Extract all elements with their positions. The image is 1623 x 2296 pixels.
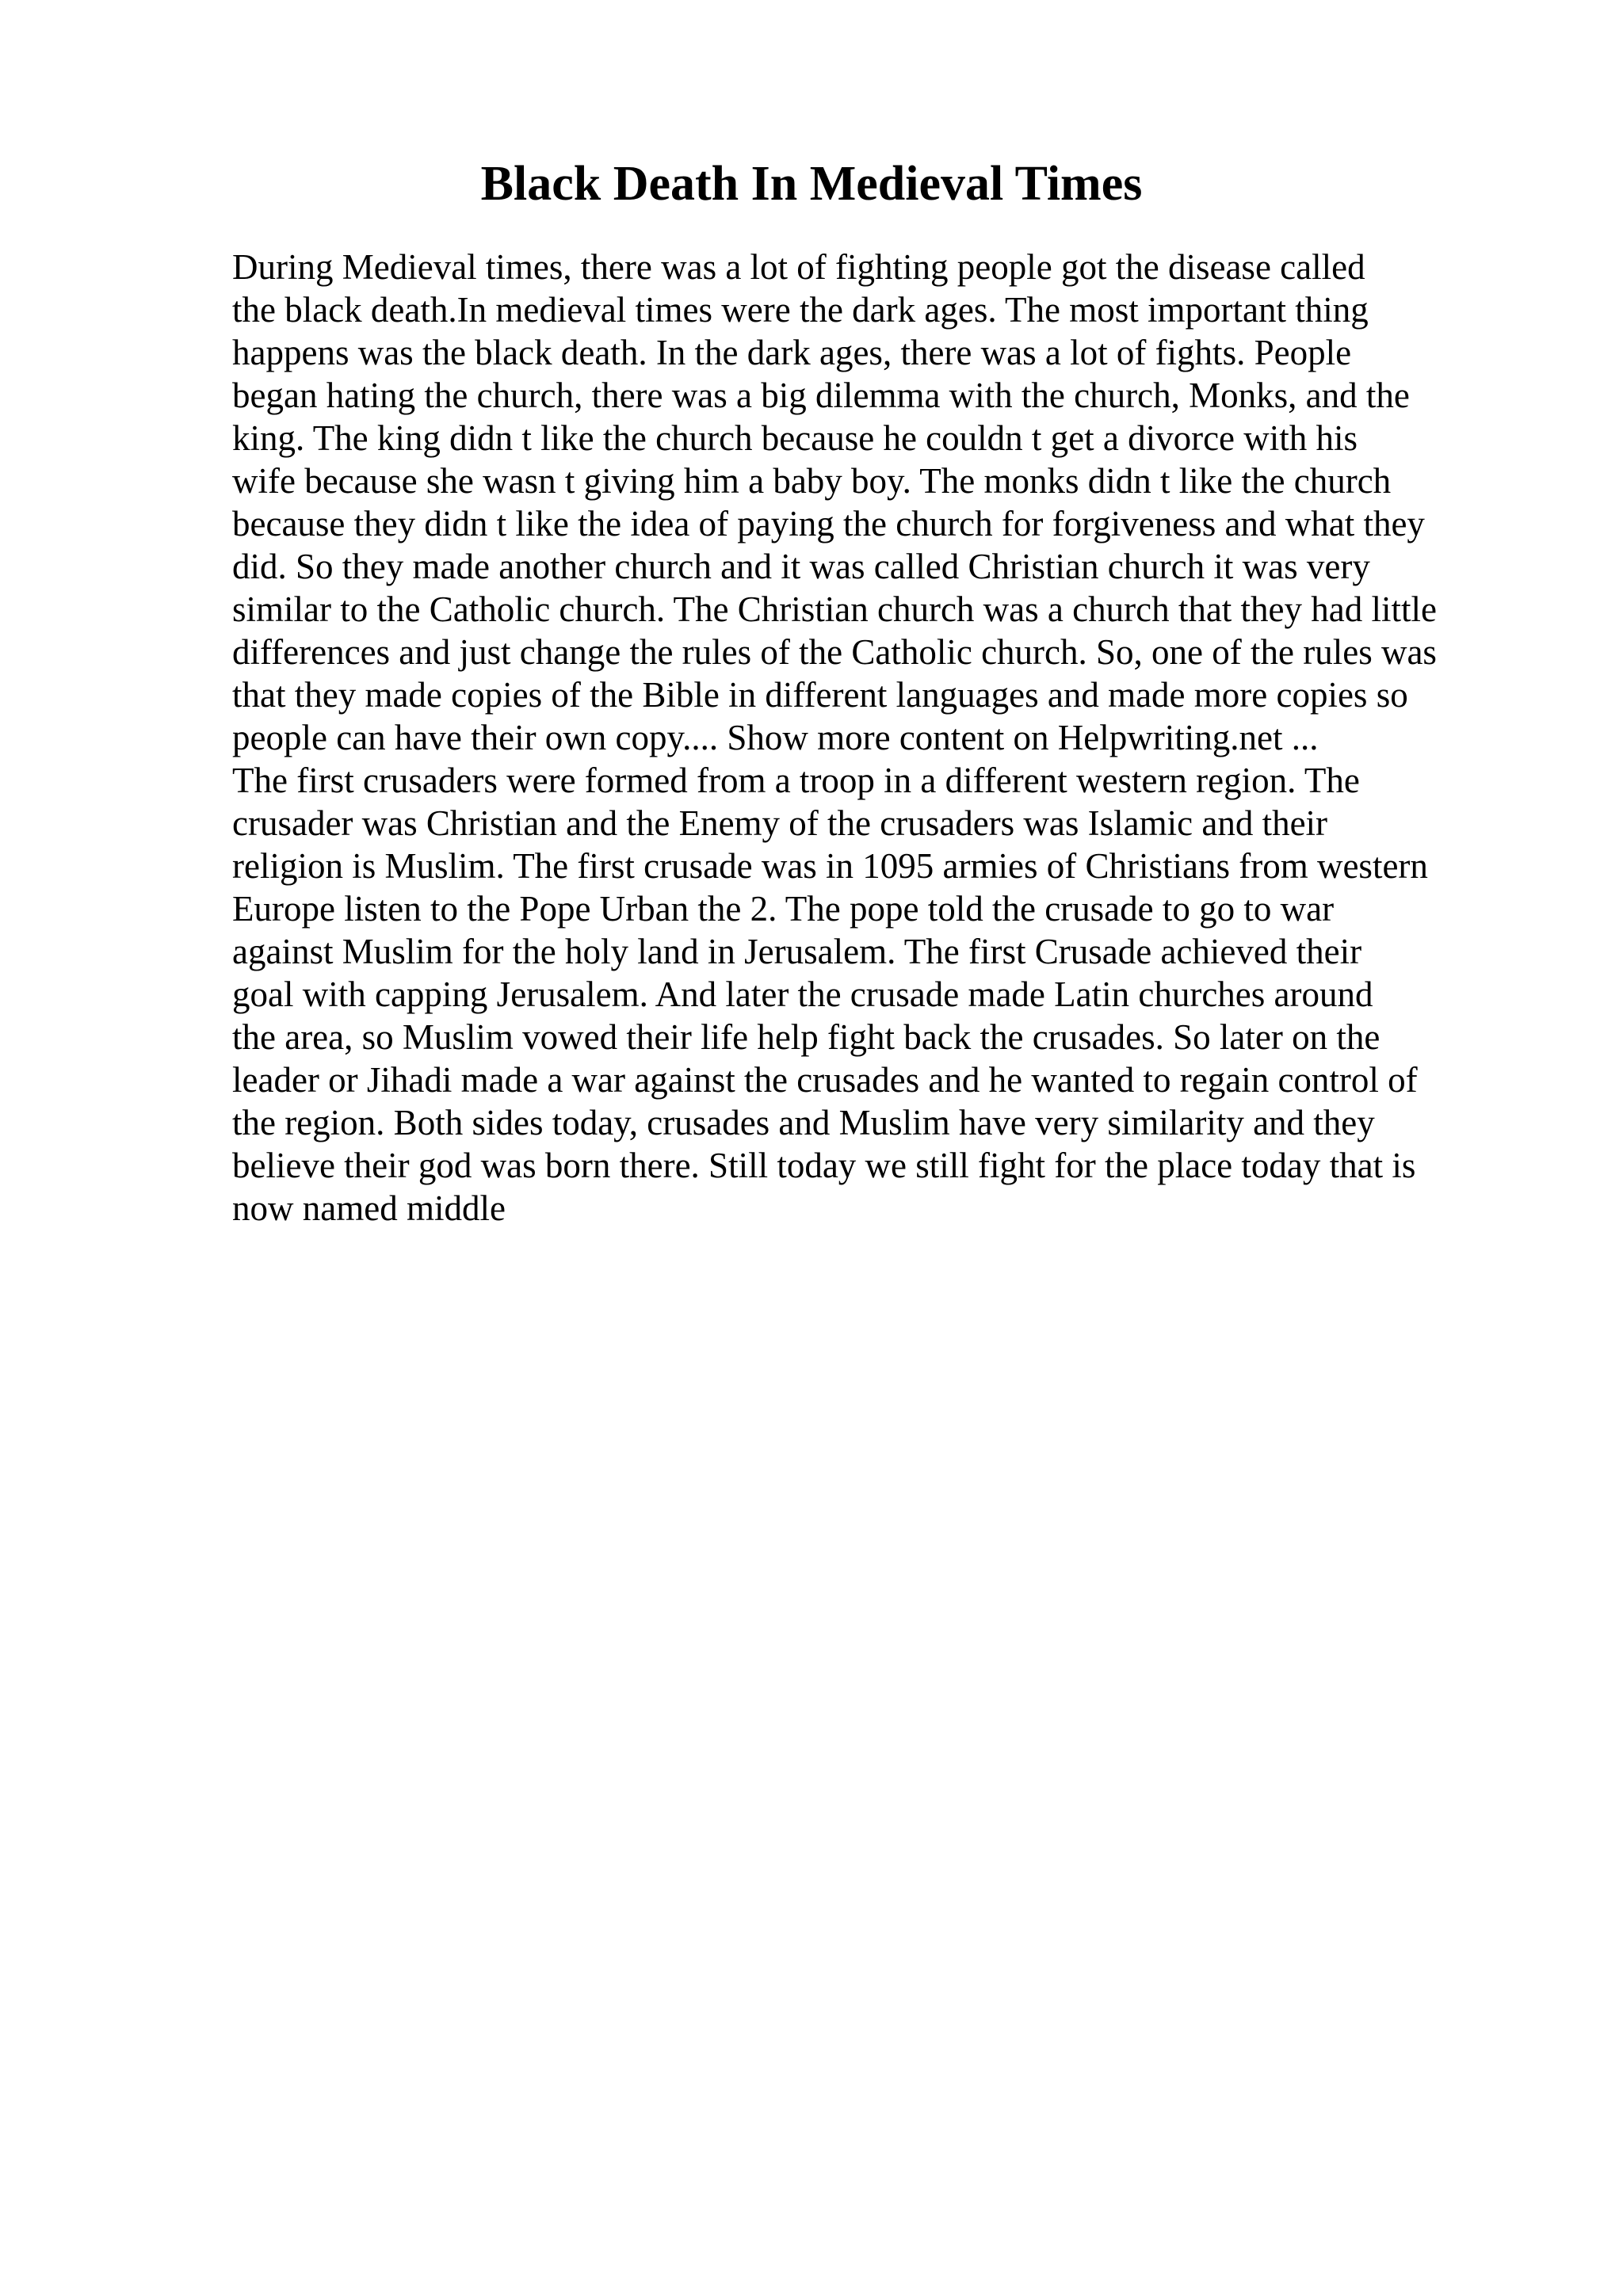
text-line: the black death.In medieval times were the dark ages. The most important thing [232, 290, 1369, 330]
text-line: did. So they made another church and it was called Christian church it was very [232, 547, 1370, 586]
text-line: king. The king didn t like the church because he couldn t get a divorce with his [232, 418, 1358, 458]
text-line: Europe listen to the Pope Urban the 2. The pope told the crusade to go to war [232, 889, 1335, 929]
document-title: Black Death In Medieval Times [480, 157, 1143, 211]
text-line: similar to the Catholic church. The Christian church was a church that they had little [232, 589, 1437, 629]
text-line: because they didn t like the idea of paying the church for forgiveness and what they [232, 504, 1425, 543]
text-line: religion is Muslim. The first crusade was in 1095 armies of Christians from western [232, 846, 1428, 886]
text-line: that they made copies of the Bible in different languages and made more copies so [232, 675, 1408, 715]
text-line: leader or Jihadi made a war against the crusades and he wanted to regain control of [232, 1060, 1418, 1100]
text-line: goal with capping Jerusalem. And later the crusade made Latin churches around [232, 974, 1373, 1014]
text-line: wife because she wasn t giving him a baby boy. The monks didn t like the church [232, 461, 1392, 501]
text-line: began hating the church, there was a big dilemma with the church, Monks, and the [232, 376, 1410, 415]
text-line: differences and just change the rules of the Catholic church. So, one of the rules was [232, 632, 1437, 672]
text-line: the area, so Muslim vowed their life help fight back the crusades. So later on the [232, 1017, 1381, 1057]
text-line: crusader was Christian and the Enemy of the crusaders was Islamic and their [232, 803, 1328, 843]
text-line: The first crusaders were formed from a troop in a different western region. The [232, 761, 1360, 800]
text-line: believe their god was born there. Still today we still fight for the place today that is [232, 1146, 1416, 1185]
text-line: people can have their own copy.... Show more content on Helpwriting.net ... [232, 718, 1319, 757]
document-body [232, 246, 1500, 1230]
text-line: against Muslim for the holy land in Jerusalem. The first Crusade achieved their [232, 932, 1362, 971]
text-line: the region. Both sides today, crusades and Muslim have very similarity and they [232, 1103, 1375, 1142]
text-line: happens was the black death. In the dark ages, there was a lot of fights. People [232, 333, 1352, 372]
text-line: now named middle [232, 1188, 506, 1228]
text-line: During Medieval times, there was a lot of fighting people got the disease called [232, 247, 1365, 287]
